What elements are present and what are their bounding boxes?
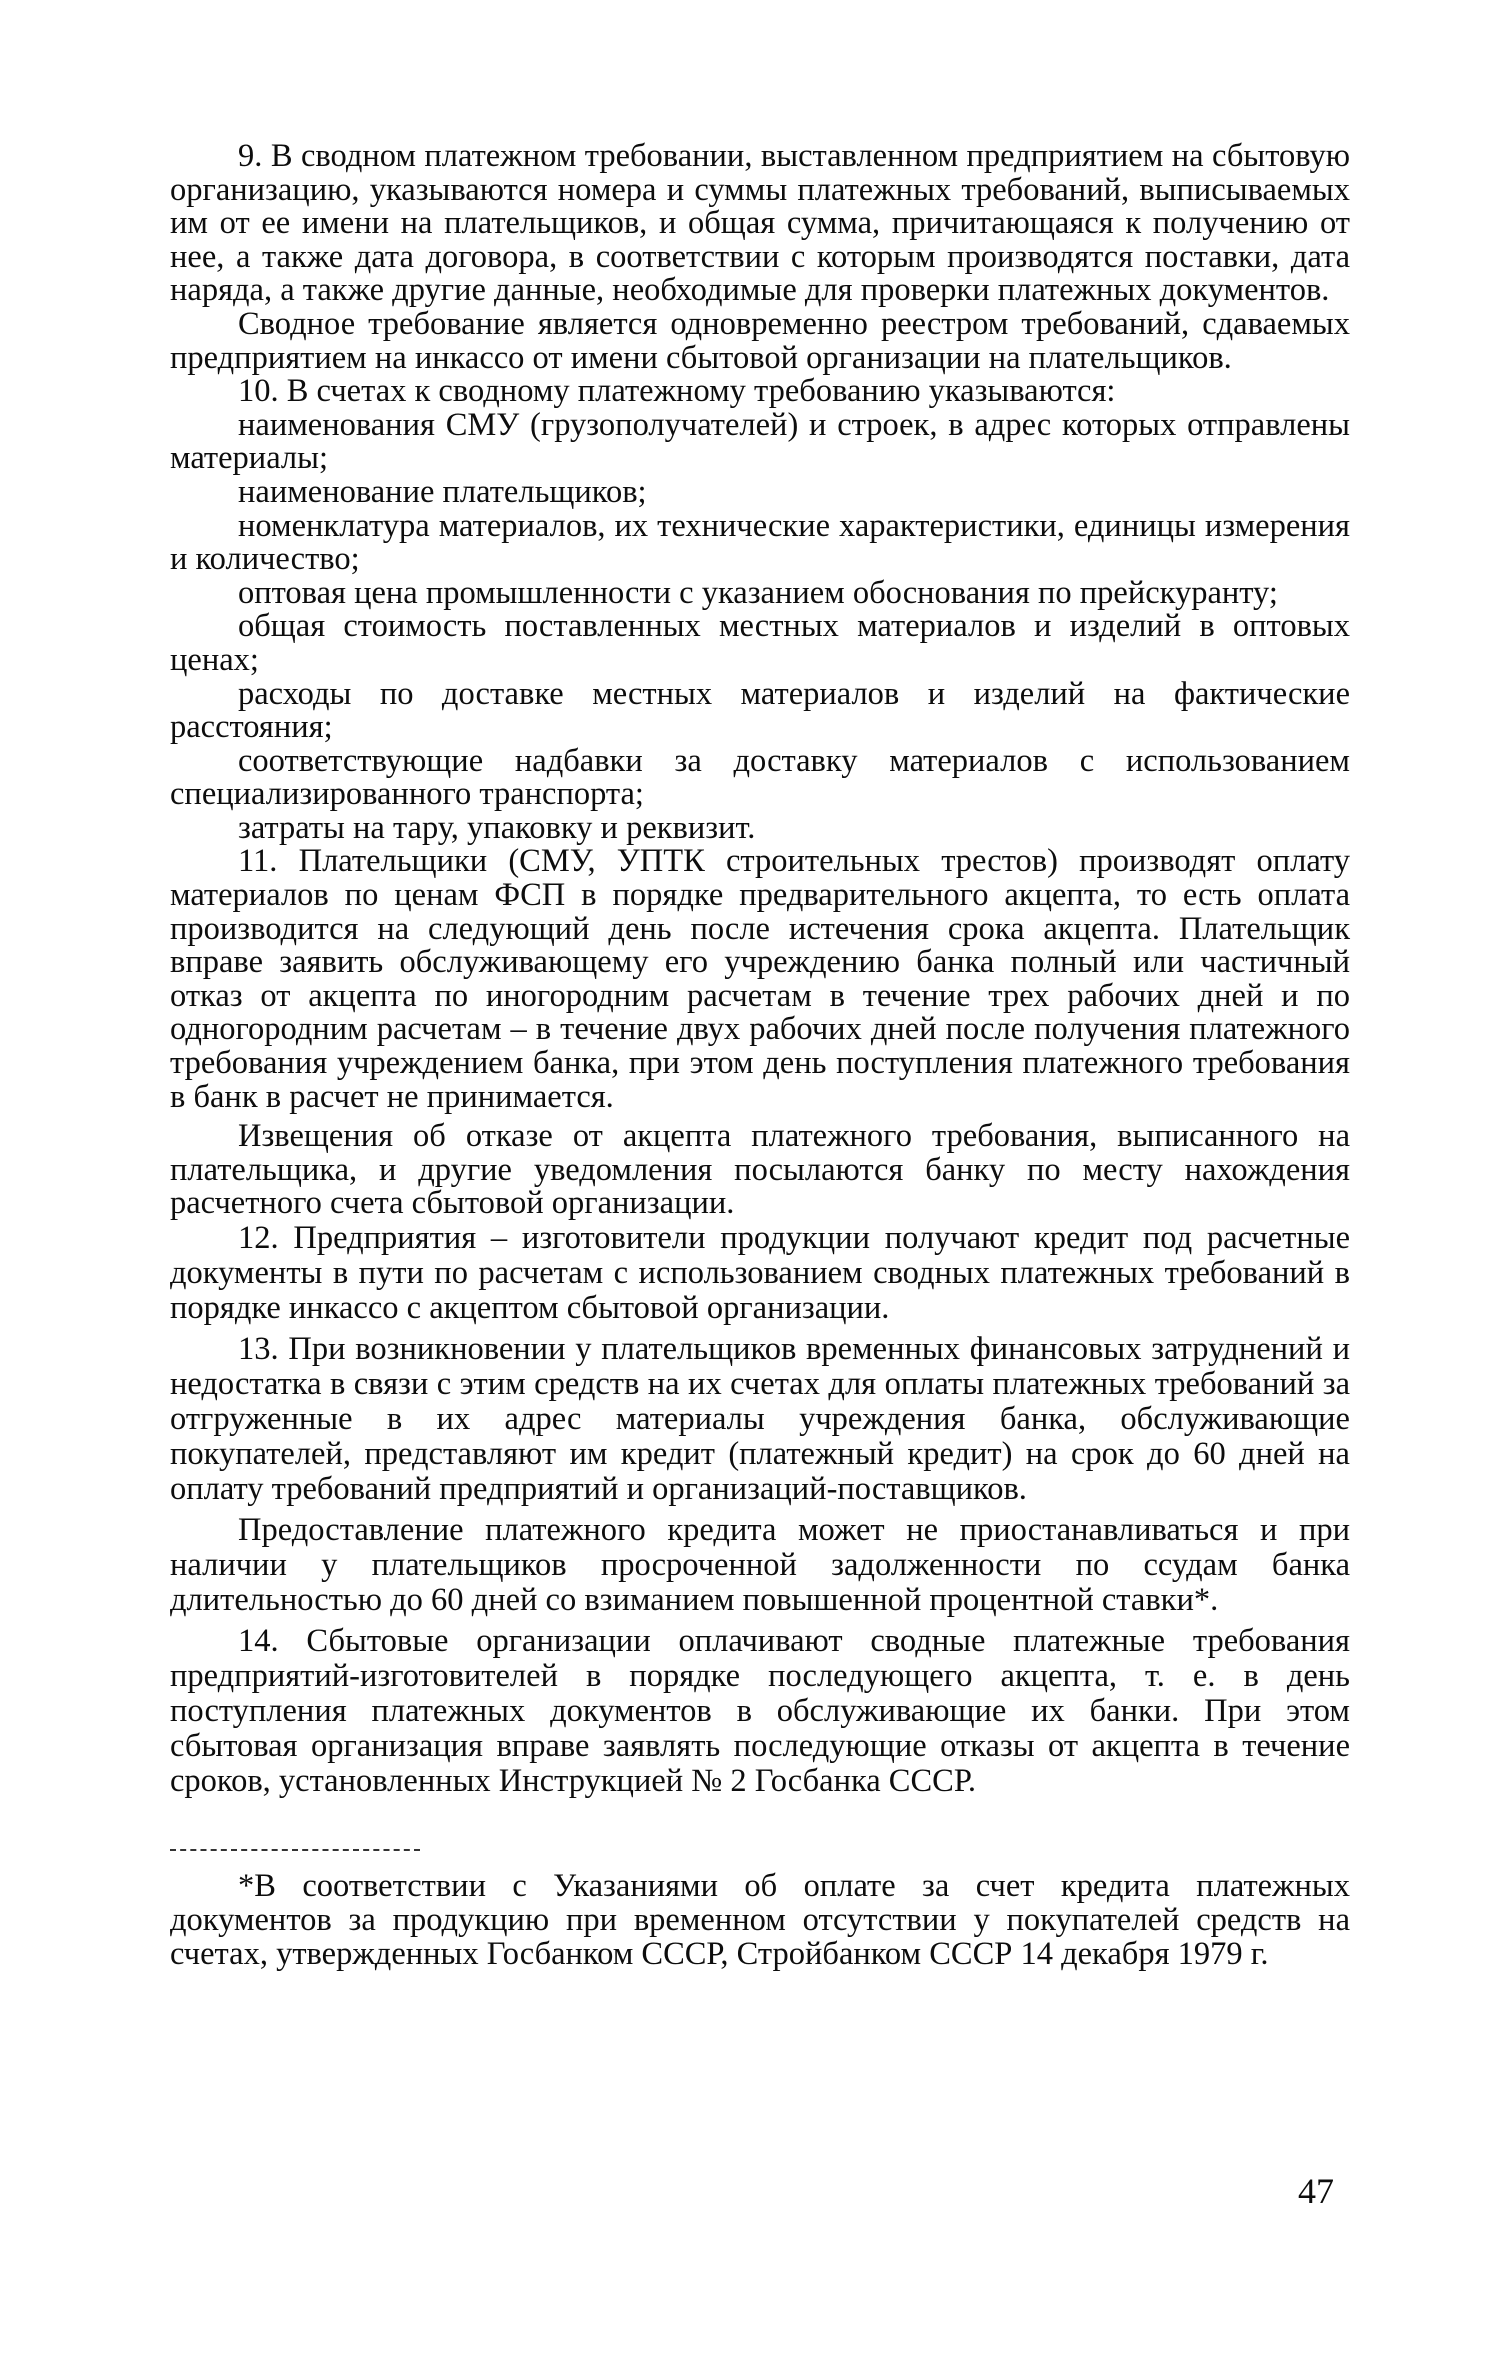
footnote: *В соответствии с Указаниями об оплате за счет кредита платежных документов за продукцию при временном отсутствии у покупателей средств на счетах, утвержденных Госбанком СССР, Стройбанком СССР 14 декабря 1979 г. bbox=[170, 1868, 1350, 1972]
paragraph-12: 12. Предприятия – изготовители продукции получают кредит под расчетные документы в пути по расчетам с использованием сводных платежных требований в порядке инкассо с акцептом сбытовой организации. bbox=[170, 1220, 1350, 1326]
list-item-payers: наименование плательщиков; bbox=[238, 473, 647, 510]
list-item-total-cost: общая стоимость поставленных местных материалов и изделий в оптовых ценах; bbox=[170, 608, 1350, 678]
paragraph-14: 14. Сбытовые организации оплачивают сводные платежные требования предприятий-изготовителей в порядке последующего акцепта, т. е. в день поступления платежных документов в обслуживающие их банки. При этом сбытовая организация вправе заявлять последующие отказы от акцепта в течение сроков, установленных Инструкцией № 2 Госбанка СССР. bbox=[170, 1623, 1350, 1799]
paragraph-summary-register: Сводное требование является одновременно реестром требований, сдаваемых предприятием на инкассо от имени сбытовой организации на плательщиков. bbox=[170, 305, 1350, 376]
list-item-smu-names: наименования СМУ (грузополучателей) и строек, в адрес которых отправлены материалы; bbox=[170, 406, 1350, 477]
paragraph-payment-credit: Предоставление платежного кредита может не приостанавливаться и при наличии у плательщиков просроченной задолженности по ссудам банка длительностью до 60 дней со взиманием повышенной процентной ставки*. bbox=[170, 1512, 1350, 1618]
footnote-divider bbox=[170, 1849, 420, 1851]
paragraph-10: 10. В счетах к сводному платежному требованию указываются: bbox=[238, 373, 1116, 410]
list-item-packaging: затраты на тару, упаковку и реквизит. bbox=[238, 809, 756, 846]
page-number: 47 bbox=[1298, 2171, 1334, 2211]
page bbox=[170, 140, 1350, 1971]
paragraph-11: 11. Плательщики (СМУ, УПТК строительных трестов) производят оплату материалов по ценам ФСП в порядке предварительного акцепта, то есть оплата производится на следующий день после истечения срока акцепта. Плательщик вправе заявить обслуживающему его учреждению банка полный или частичный отказ от акцепта по иногородним расчетам в течение трех рабочих дней и по одногородним расчетам – в течение двух рабочих дней после получения платежного требования учреждением банка, при этом день поступления платежного требования в банк в расчет не принимается. bbox=[170, 843, 1350, 1115]
list-item-delivery-costs: расходы по доставке местных материалов и изделий на фактические расстояния; bbox=[170, 675, 1350, 746]
paragraph-13: 13. При возникновении у плательщиков временных финансовых затруднений и недостатка в связи с этим средств на их счетах для оплаты платежных требований за отгруженные в их адрес материалы учреждения банка, обслуживающие покупателей, представляют им кредит (платежный кредит) на срок до 60 дней на оплату требований предприятий и организаций-поставщиков. bbox=[170, 1331, 1350, 1507]
list-item-nomenclature: номенклатура материалов, их технические характеристики, единицы измерения и количество; bbox=[170, 507, 1350, 578]
main-text bbox=[170, 140, 1350, 1799]
paragraph-refusal-notices: Извещения об отказе от акцепта платежного требования, выписанного на плательщика, и другие уведомления посылаются банку по месту нахождения расчетного счета сбытовой организации. bbox=[170, 1118, 1350, 1222]
list-item-surcharges: соответствующие надбавки за доставку материалов с использованием специализированного транспорта; bbox=[170, 742, 1350, 813]
paragraph-9: 9. В сводном платежном требовании, выставленном предприятием на сбытовую организацию, указываются номера и суммы платежных требований, выписываемых им от ее имени на плательщиков, и общая сумма, причитающаяся к получению от нее, а также дата договора, в соответствии с которым производятся поставки, дата наряда, а также другие данные, необходимые для проверки платежных документов. bbox=[170, 138, 1350, 309]
list-item-wholesale-price: оптовая цена промышленности с указанием обоснования по прейскуранту; bbox=[238, 574, 1278, 611]
